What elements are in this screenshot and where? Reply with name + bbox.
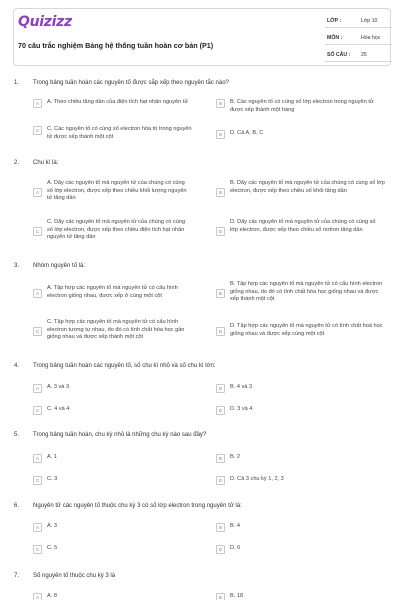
option-a[interactable] bbox=[33, 593, 192, 600]
meta-row-class bbox=[325, 14, 392, 28]
question-text: Trong bảng tuần hoàn, chu kỳ nhỏ là những chu kỳ nào sau đây? bbox=[33, 432, 207, 438]
option-b[interactable] bbox=[216, 281, 385, 304]
option-text: D. 3 và 4 bbox=[230, 406, 253, 412]
option-text: D. Tập hợp các nguyên tố mà nguyên tử có tính chất hoá học giống nhau và được xếp cùng một cột bbox=[230, 323, 383, 337]
question-number: 3. bbox=[14, 263, 20, 269]
option-letter: C bbox=[33, 476, 42, 485]
option-letter: C bbox=[33, 327, 42, 336]
option-b[interactable] bbox=[216, 523, 385, 532]
option-d[interactable] bbox=[216, 323, 385, 338]
option-text: B. 2 bbox=[230, 454, 240, 460]
meta-value: Lớp 10 bbox=[361, 18, 378, 24]
option-b[interactable] bbox=[216, 99, 385, 114]
question-number: 2. bbox=[14, 160, 20, 166]
worksheet-title: 70 câu trắc nghiệm Bảng hệ thống tuần hoàn cơ bản (P1) bbox=[18, 41, 214, 50]
option-letter: B bbox=[216, 593, 225, 600]
option-letter: D bbox=[216, 327, 225, 336]
option-text: D. Dãy các nguyên tố mà nguyên tử của chúng có cùng số lớp electron, được xếp theo chiều số nơtron tăng dần bbox=[230, 219, 376, 233]
option-text: B. 4 và 3 bbox=[230, 384, 253, 390]
meta-label: SỐ CÂU : bbox=[327, 52, 351, 58]
option-d[interactable] bbox=[216, 219, 385, 236]
meta-value: Hóa học bbox=[361, 35, 381, 41]
worksheet-meta bbox=[325, 9, 392, 67]
option-text: C. 3 bbox=[47, 476, 58, 482]
question-text: Nhóm nguyên tố là: bbox=[33, 263, 86, 269]
option-text: A. Tập hợp các nguyên tố mà nguyên tử có cấu hình electron giống nhau, được xếp ở cùng một cột bbox=[47, 285, 178, 299]
option-letter: D bbox=[216, 545, 225, 554]
option-letter: C bbox=[33, 227, 42, 236]
option-c[interactable] bbox=[33, 319, 192, 342]
option-text: C. 5 bbox=[47, 545, 58, 551]
option-text: B. Dãy các nguyên tố mà nguyên tử của chúng có cùng số lớp electron, được xếp theo chiều số khối tăng dần bbox=[230, 180, 385, 194]
option-letter: B bbox=[216, 454, 225, 463]
option-text: B. 18 bbox=[230, 593, 244, 599]
option-text: B. Các nguyên tố có cùng số lớp electron trong nguyên tử được xếp thành một hàng bbox=[230, 99, 374, 113]
option-b[interactable] bbox=[216, 180, 385, 197]
option-letter: B bbox=[216, 289, 225, 298]
option-text: A. Theo chiều tăng dần của điện tích hạt nhân nguyên tử bbox=[47, 99, 189, 105]
question-number: 1. bbox=[14, 80, 20, 86]
option-text: A. Dãy các nguyên tố mà nguyên tử của chúng có cùng số lớp electron, được xếp theo chiều khối lượng nguyên tử tăng dần bbox=[47, 180, 187, 202]
meta-row-subject bbox=[325, 31, 392, 45]
option-text: C. Dãy các nguyên tố mà nguyên tử của chúng có cùng số lớp electron, được xếp theo chiều điện tích hạt nhân nguyên tử tăng dần bbox=[47, 219, 186, 241]
option-a[interactable] bbox=[33, 384, 192, 393]
option-text: C. Tập hợp các nguyên tố mà nguyên tử có cấu hình electron tương tự nhau, do đó có tính chất hóa học gần giống nhau và được xếp thành một cột bbox=[47, 319, 185, 341]
option-text: C. Các nguyên tố có cùng số electron hóa trị trong nguyên tử được xếp thành một cột bbox=[47, 126, 192, 140]
option-text: C. 4 và 4 bbox=[47, 406, 70, 412]
option-text: A. 3 bbox=[47, 523, 57, 529]
question-number: 7. bbox=[14, 573, 20, 579]
option-letter: A bbox=[33, 289, 42, 298]
option-text: D. Cả 3 chu kỳ 1, 2, 3 bbox=[230, 476, 284, 482]
option-letter: C bbox=[33, 406, 42, 415]
option-letter: B bbox=[216, 188, 225, 197]
option-c[interactable] bbox=[33, 545, 192, 554]
question-text: Nguyên tử các nguyên tố thuộc chu kỳ 3 có số lớp electron trong nguyên tử là: bbox=[33, 503, 242, 509]
option-letter: A bbox=[33, 593, 42, 600]
meta-row-count bbox=[325, 48, 392, 62]
option-d[interactable] bbox=[216, 406, 385, 415]
option-letter: A bbox=[33, 454, 42, 463]
option-a[interactable] bbox=[33, 454, 192, 463]
meta-label: MÔN : bbox=[327, 35, 343, 41]
option-c[interactable] bbox=[33, 406, 192, 415]
question-number: 5. bbox=[14, 432, 20, 438]
quizizz-logo: Quizizz bbox=[18, 14, 72, 30]
option-b[interactable] bbox=[216, 593, 385, 600]
option-letter: A bbox=[33, 99, 42, 108]
option-d[interactable] bbox=[216, 545, 385, 554]
question-number: 6. bbox=[14, 503, 20, 509]
option-letter: B bbox=[216, 99, 225, 108]
option-a[interactable] bbox=[33, 523, 192, 532]
option-letter: B bbox=[216, 523, 225, 532]
option-letter: D bbox=[216, 227, 225, 236]
worksheet-header bbox=[13, 8, 391, 66]
option-a[interactable] bbox=[33, 99, 192, 108]
option-d[interactable] bbox=[216, 476, 385, 485]
option-text: A. 1 bbox=[47, 454, 57, 460]
option-b[interactable] bbox=[216, 384, 385, 393]
question-number: 4. bbox=[14, 363, 20, 369]
option-letter: D bbox=[216, 406, 225, 415]
meta-value: 25 bbox=[361, 52, 367, 58]
meta-label: LỚP : bbox=[327, 18, 342, 24]
option-text: B. Tập hợp các nguyên tố mà nguyên tử có cấu hình electron giống nhau, do đó có tính chất hóa học giống nhau và được xếp thành một cột bbox=[230, 281, 383, 303]
option-c[interactable] bbox=[33, 219, 192, 242]
option-text: B. 4 bbox=[230, 523, 240, 529]
option-letter: D bbox=[216, 130, 225, 139]
option-c[interactable] bbox=[33, 476, 192, 485]
option-b[interactable] bbox=[216, 454, 385, 463]
option-letter: A bbox=[33, 523, 42, 532]
option-letter: D bbox=[216, 476, 225, 485]
option-text: D. 6 bbox=[230, 545, 241, 551]
option-text: A. 8 bbox=[47, 593, 57, 599]
option-letter: B bbox=[216, 384, 225, 393]
option-letter: A bbox=[33, 384, 42, 393]
question-text: Chu kì là: bbox=[33, 160, 59, 166]
option-letter: C bbox=[33, 545, 42, 554]
option-letter: A bbox=[33, 188, 42, 197]
question-text: Trong bảng tuần hoàn các nguyên tố, số chu kì nhỏ và số chu kì lớn: bbox=[33, 363, 216, 369]
option-d[interactable] bbox=[216, 130, 385, 139]
option-c[interactable] bbox=[33, 126, 192, 141]
option-a[interactable] bbox=[33, 285, 192, 300]
option-letter: C bbox=[33, 126, 42, 135]
question-text: Số nguyên tố thuộc chu kỳ 3 là bbox=[33, 573, 116, 579]
option-text: A. 3 và 3 bbox=[47, 384, 70, 390]
option-text: D. Cả A, B, C bbox=[230, 130, 264, 136]
question-text: Trong bảng tuần hoàn các nguyên tố được sắp xếp theo nguyên tắc nào? bbox=[33, 80, 229, 86]
option-a[interactable] bbox=[33, 180, 192, 203]
